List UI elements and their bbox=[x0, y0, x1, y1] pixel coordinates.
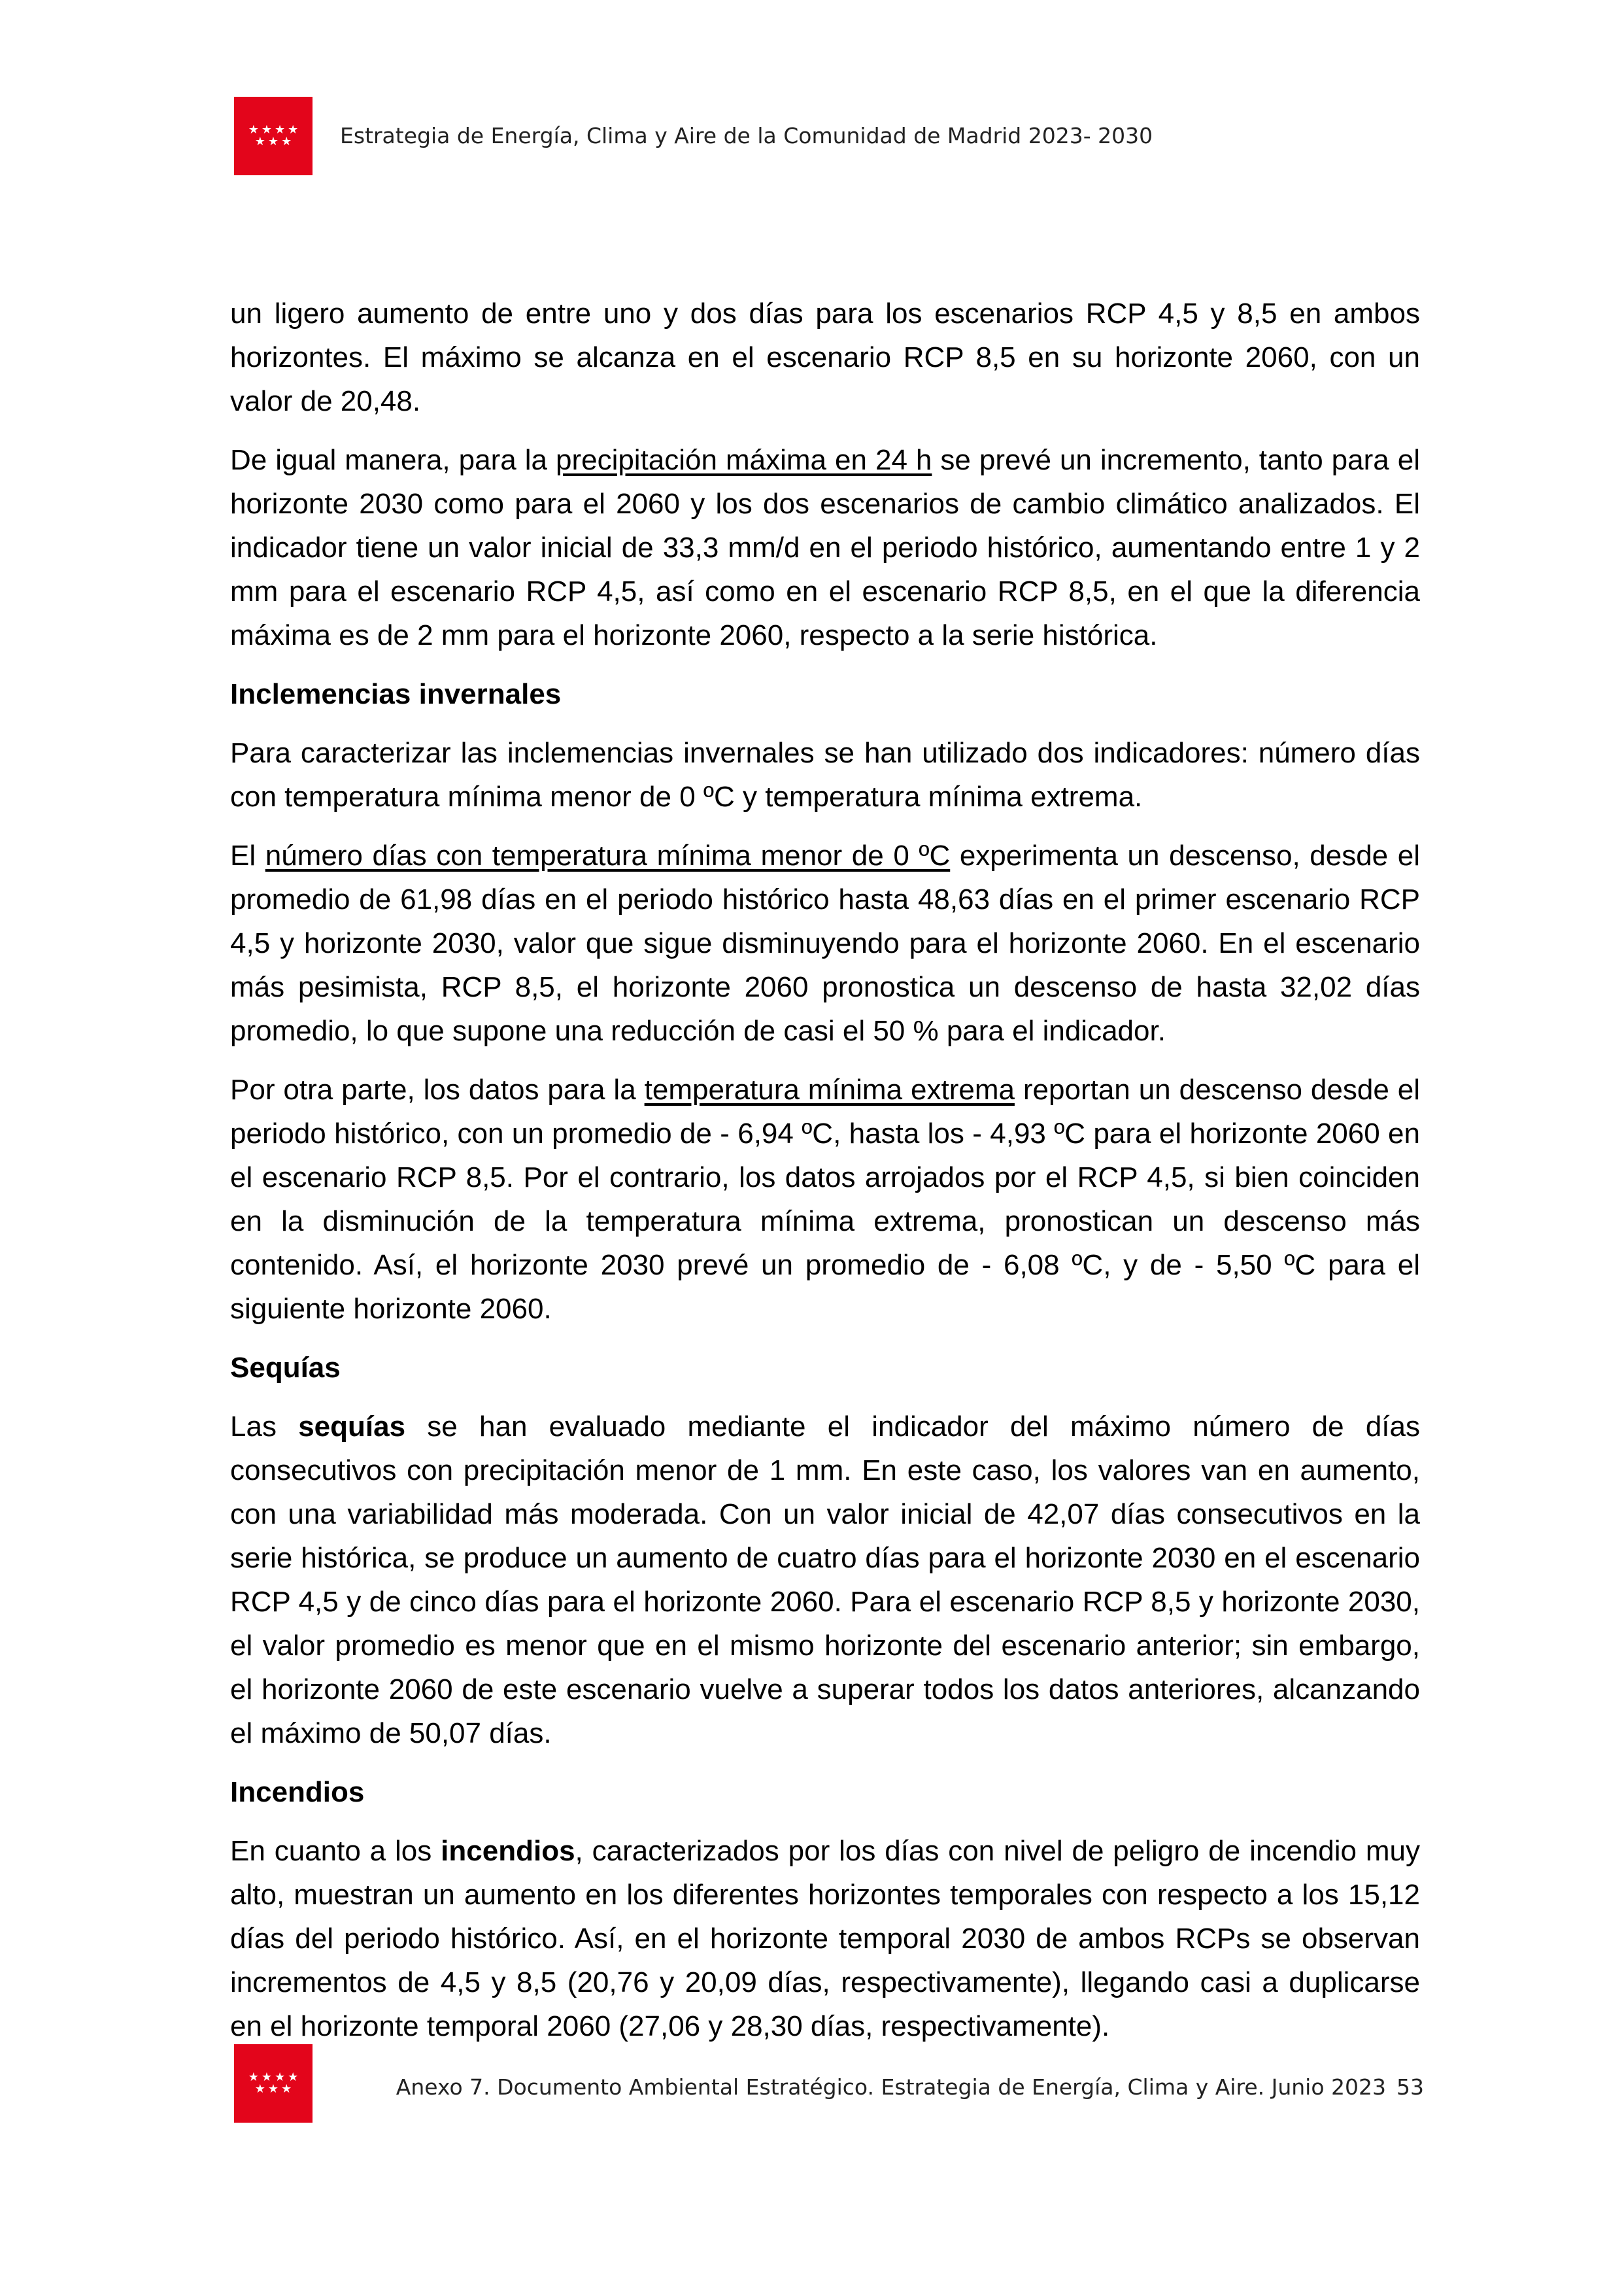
underlined-term: precipitación máxima en 24 h bbox=[555, 444, 932, 476]
page-number: 53 bbox=[1396, 2074, 1424, 2100]
star-icon: ★ bbox=[254, 2082, 265, 2096]
page-footer bbox=[396, 2074, 1424, 2100]
star-icon: ★ bbox=[261, 123, 272, 137]
star-icon: ★ bbox=[248, 123, 259, 137]
comunidad-madrid-logo-icon bbox=[234, 2044, 313, 2123]
paragraph-text: El bbox=[230, 840, 265, 872]
heading-incendios: Incendios bbox=[230, 1776, 365, 1808]
paragraph-text: experimenta un descenso, desde el promedio de 61,98 días en el periodo histórico hasta 48,63 días en el primer escenario RCP 4,5 y horizonte 2030, valor que sigue disminuyendo para el horizonte 2060. En el escenario más pesimista, RCP 8,5, el horizonte 2060 pronostica un descenso de hasta 32,02 días promedio, lo que supone una reducción de casi el 50 % para el indicador. bbox=[230, 840, 1420, 1047]
star-icon: ★ bbox=[275, 123, 286, 137]
bold-term: sequías bbox=[298, 1411, 406, 1443]
bold-term: incendios bbox=[441, 1835, 575, 1867]
underlined-term: número días con temperatura mínima menor de 0 ºC bbox=[265, 840, 951, 872]
paragraph-incendios bbox=[230, 1829, 1420, 2048]
paragraph-temperatura-minima bbox=[230, 1068, 1420, 1331]
comunidad-madrid-logo-icon bbox=[234, 97, 313, 175]
star-icon: ★ bbox=[267, 135, 279, 148]
star-icon: ★ bbox=[281, 135, 292, 148]
paragraph-dias-temperatura bbox=[230, 834, 1420, 1053]
document-body bbox=[230, 292, 1420, 2063]
heading-inclemencias: Inclemencias invernales bbox=[230, 678, 562, 710]
paragraph-text: , caracterizados por los días con nivel de peligro de incendio muy alto, muestran un aumento en los diferentes horizontes temporales con respecto a los 15,12 días del periodo histórico. Así, en el horizonte temporal 2030 de ambos RCPs se observan incrementos de 4,5 y 8,5 (20,76 y 20,09 días, respectivamente), llegando casi a duplicarse en el horizonte temporal 2060 (27,06 y 28,30 días, respectivamente). bbox=[230, 1835, 1421, 2042]
paragraph-text: En cuanto a los bbox=[230, 1835, 441, 1867]
heading-sequias: Sequías bbox=[230, 1352, 341, 1384]
paragraph-text: se prevé un incremento, tanto para el horizonte 2030 como para el 2060 y los dos escenarios de cambio climático analizados. El indicador tiene un valor inicial de 33,3 mm/d en el periodo histórico, aumentando entre 1 y 2 mm para el escenario RCP 4,5, así como en el escenario RCP 8,5, en el que la diferencia máxima es de 2 mm para el horizonte 2060, respecto a la serie histórica. bbox=[230, 444, 1420, 651]
header-title: Estrategia de Energía, Clima y Aire de la Comunidad de Madrid 2023- 2030 bbox=[340, 123, 1153, 148]
paragraph-text: se han evaluado mediante el indicador del máximo número de días consecutivos con precipitación menor de 1 mm. En este caso, los valores van en aumento, con una variabilidad más moderada. Con un valor inicial de 42,07 días consecutivos en la serie histórica, se produce un aumento de cuatro días para el horizonte 2030 en el escenario RCP 4,5 y de cinco días para el horizonte 2060. Para el escenario RCP 8,5 y horizonte 2030, el valor promedio es menor que en el mismo horizonte del escenario anterior; sin embargo, el horizonte 2060 de este escenario vuelve a superar todos los datos anteriores, alcanzando el máximo de 50,07 días. bbox=[230, 1411, 1421, 1749]
paragraph-inclemencias: Para caracterizar las inclemencias invernales se han utilizado dos indicadores: número días con temperatura mínima menor de 0 ºC y temperatura mínima extrema. bbox=[230, 737, 1420, 813]
star-icon: ★ bbox=[288, 123, 299, 137]
underlined-term: temperatura mínima extrema bbox=[644, 1074, 1015, 1106]
paragraph-intro: un ligero aumento de entre uno y dos días para los escenarios RCP 4,5 y 8,5 en ambos horizontes. El máximo se alcanza en el escenario RCP 8,5 en su horizonte 2060, con un valor de 20,48. bbox=[230, 298, 1420, 417]
star-icon: ★ bbox=[254, 135, 265, 148]
paragraph-text: reportan un descenso desde el periodo histórico, con un promedio de - 6,94 ºC, hasta los - 4,93 ºC para el horizonte 2060 en el escenario RCP 8,5. Por el contrario, los datos arrojados por el RCP 4,5, si bien coinciden en la disminución de la temperatura mínima extrema, pronostican un descenso más contenido. Así, el horizonte 2030 prevé un promedio de - 6,08 ºC, y de - 5,50 ºC para el siguiente horizonte 2060. bbox=[230, 1074, 1420, 1325]
paragraph-precipitacion bbox=[230, 438, 1420, 657]
paragraph-text: De igual manera, para la bbox=[230, 444, 556, 476]
footer-text: Anexo 7. Documento Ambiental Estratégico. Estrategia de Energía, Clima y Aire. Junio 2023 bbox=[396, 2074, 1386, 2100]
star-icon: ★ bbox=[261, 2070, 272, 2084]
paragraph-sequias bbox=[230, 1405, 1420, 1755]
star-icon: ★ bbox=[288, 2070, 299, 2084]
star-icon: ★ bbox=[248, 2070, 259, 2084]
paragraph-text: Por otra parte, los datos para la bbox=[230, 1074, 645, 1106]
star-icon: ★ bbox=[275, 2070, 286, 2084]
star-icon: ★ bbox=[281, 2082, 292, 2096]
paragraph-text: Las bbox=[230, 1411, 299, 1443]
star-icon: ★ bbox=[267, 2082, 279, 2096]
